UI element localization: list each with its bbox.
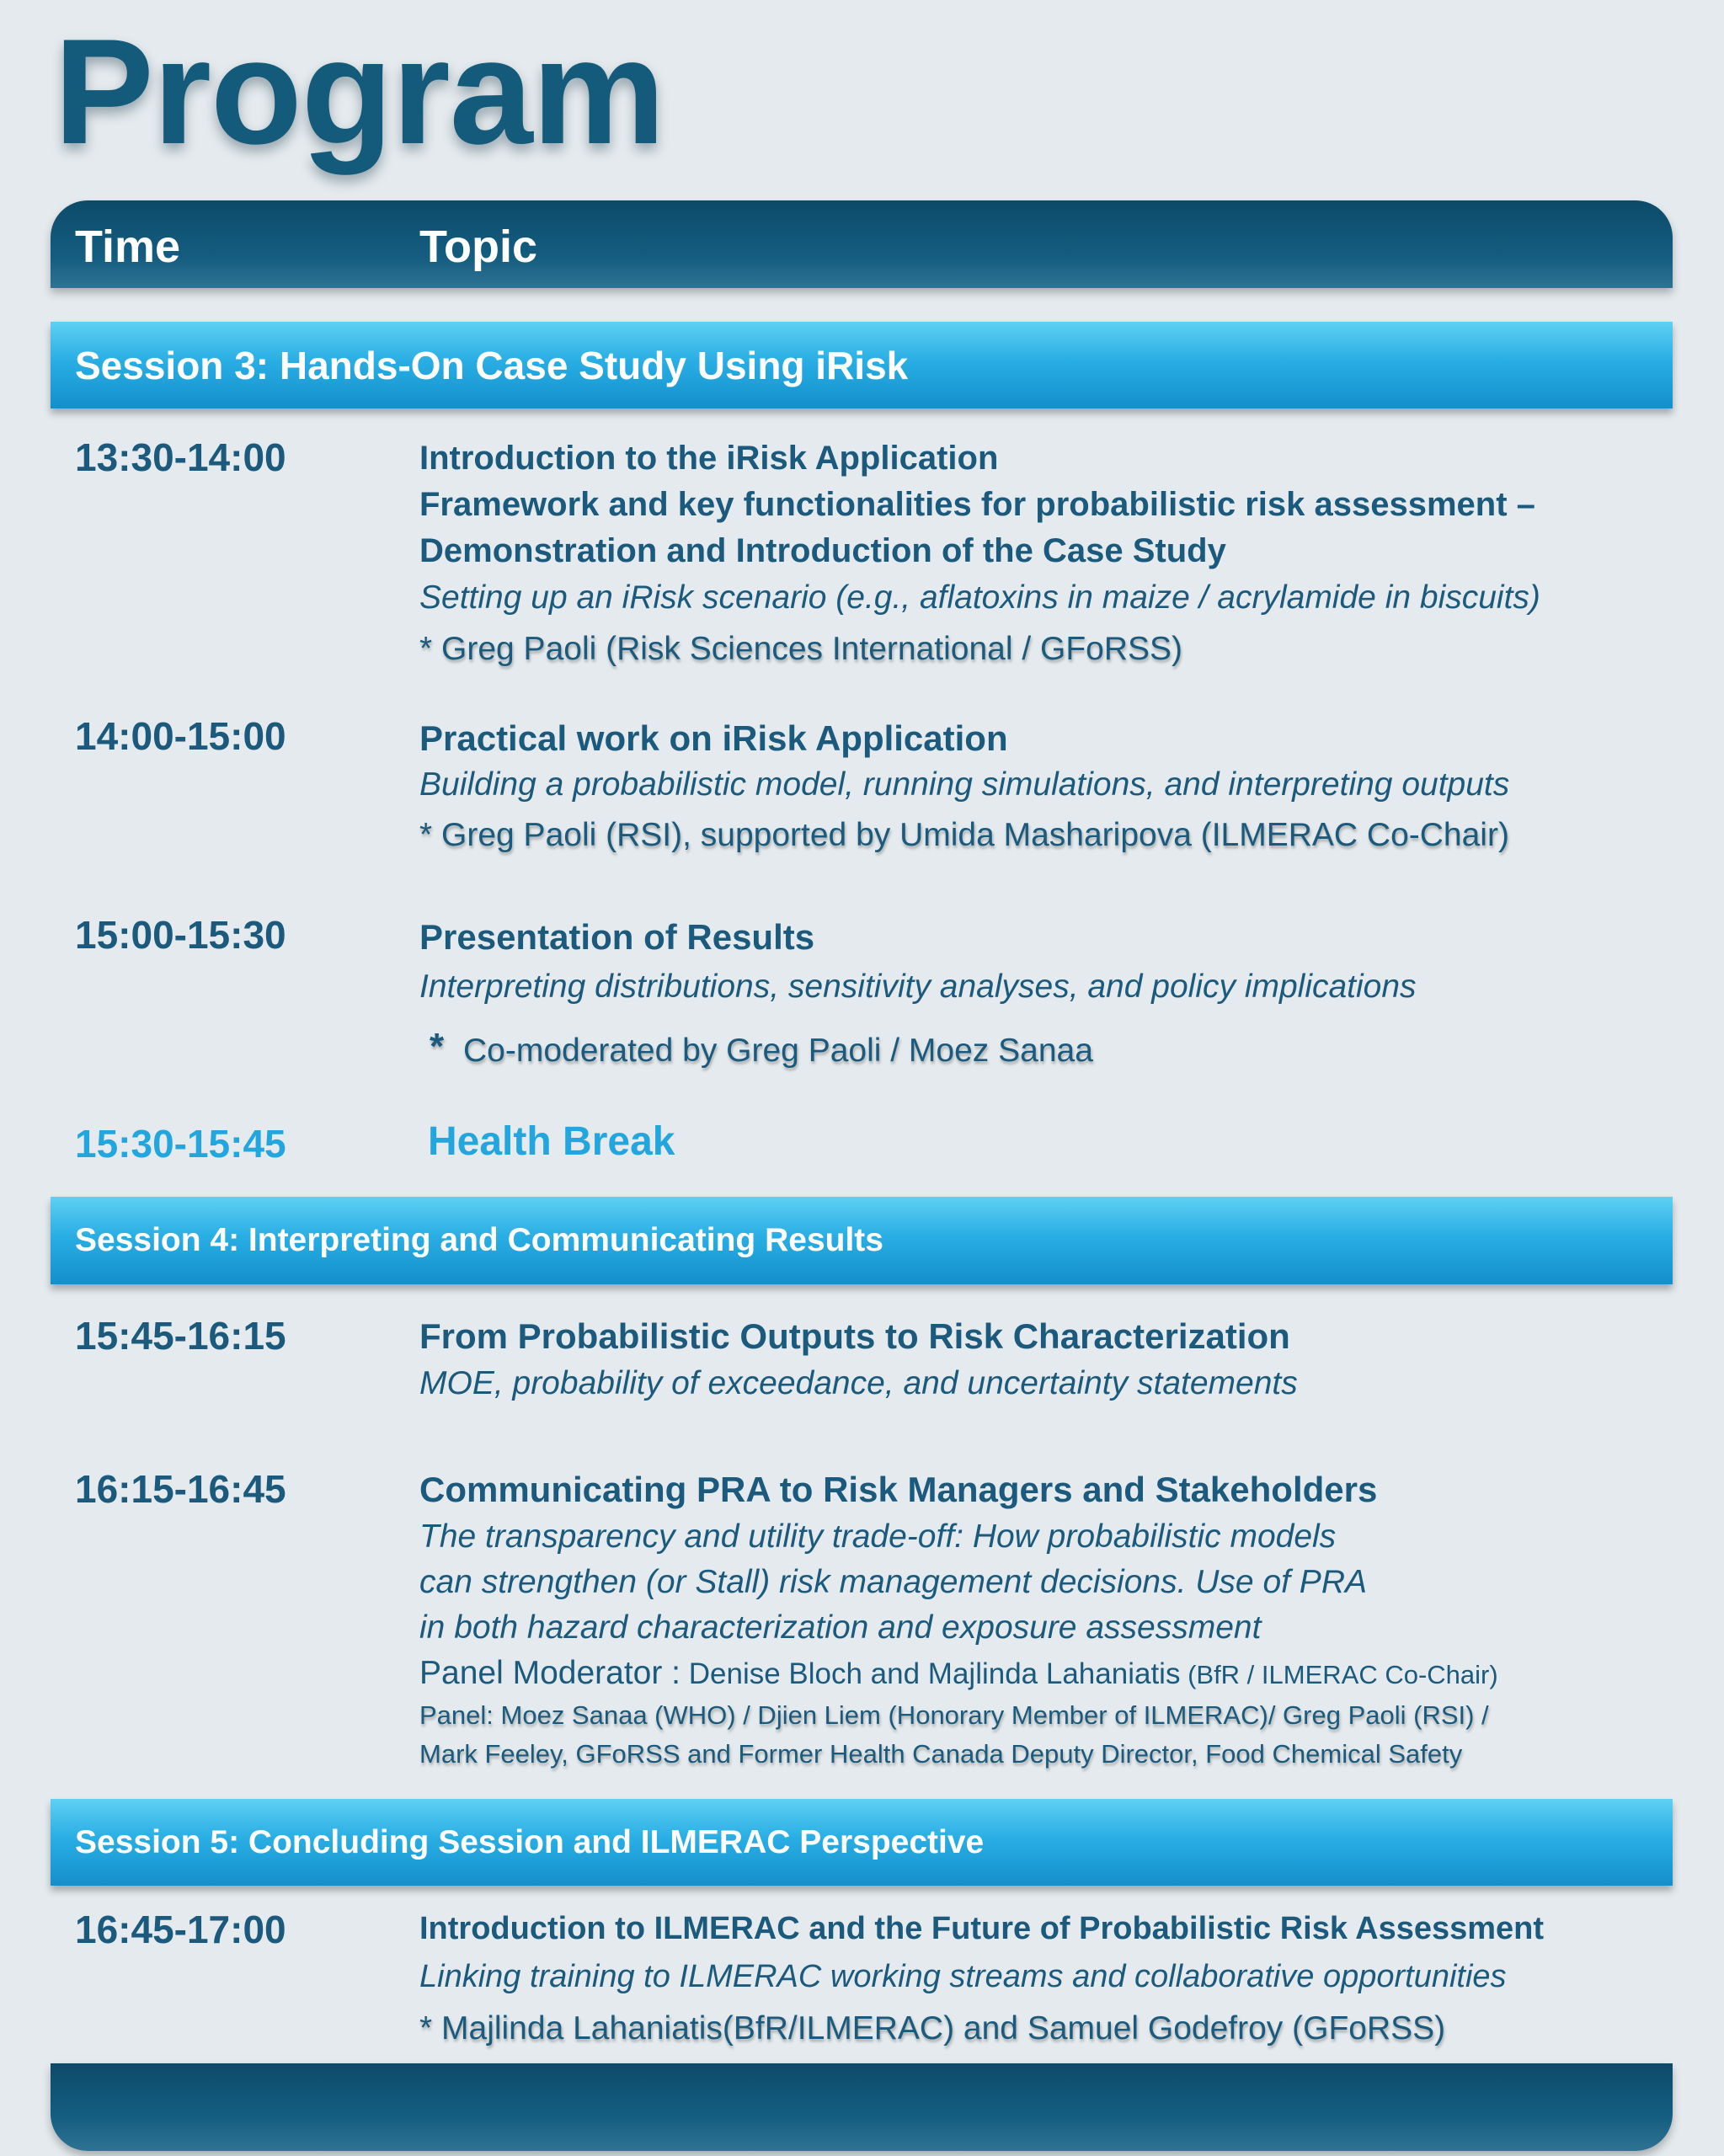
- session-3-item-3-time: 15:00-15:30: [75, 913, 286, 957]
- session-5-header: [51, 1799, 1673, 1886]
- panel-moderator-line: [419, 1655, 1498, 1692]
- session-3-title: Session 3: Hands-On Case Study Using iRisk: [75, 343, 909, 387]
- session-4-item-2-description-line: can strengthen (or Stall) risk management decisions. Use of PRA: [419, 1564, 1368, 1600]
- session-5-item-1-title: Introduction to ILMERAC and the Future of Probabilistic Risk Assessment: [419, 1911, 1545, 1946]
- session-4-item-2-title: Communicating PRA to Risk Managers and Stakeholders: [419, 1470, 1378, 1509]
- panel-moderator-affiliation: (BfR / ILMERAC Co-Chair): [1180, 1660, 1498, 1689]
- session-5-item-1-description: Linking training to ILMERAC working streams and collaborative opportunities: [419, 1959, 1507, 1994]
- session-5-item-1-speaker: * Majlinda Lahaniatis(BfR/ILMERAC) and Samuel Godefroy (GFoRSS): [419, 2010, 1446, 2047]
- panel-moderator-label: Panel Moderator :: [419, 1655, 681, 1691]
- session-3-item-2-speaker: * Greg Paoli (RSI), supported by Umida Masharipova (ILMERAC Co-Chair): [419, 817, 1509, 853]
- health-break-time: 15:30-15:45: [75, 1122, 286, 1166]
- session-4-item-1-time: 15:45-16:15: [75, 1314, 286, 1358]
- table-header-bar: [51, 200, 1673, 288]
- session-3-item-3-title: Presentation of Results: [419, 917, 815, 957]
- session-3-item-1-subtitle-2: Demonstration and Introduction of the Case Study: [419, 532, 1226, 569]
- session-3-item-1-speaker: * Greg Paoli (Risk Sciences International / GFoRSS): [419, 631, 1183, 667]
- page-title: Program: [54, 8, 665, 175]
- session-3-item-1-description: Setting up an iRisk scenario (e.g., aflatoxins in maize / acrylamide in biscuits): [419, 579, 1540, 616]
- session-4-title: Session 4: Interpreting and Communicating Results: [75, 1222, 883, 1258]
- table-footer-bar: [51, 2063, 1673, 2151]
- time-column-header: Time: [75, 221, 181, 272]
- session-4-header: [51, 1197, 1673, 1284]
- session-3-item-1-title: Introduction to the iRisk Application: [419, 440, 999, 477]
- session-4-item-2-description-line: The transparency and utility trade-off: How probabilistic models: [419, 1518, 1337, 1555]
- health-break-label: Health Break: [428, 1119, 675, 1164]
- session-4-item-2-time: 16:15-16:45: [75, 1467, 286, 1511]
- session-5-item-1-time: 16:45-17:00: [75, 1908, 286, 1951]
- session-3-item-2-time: 14:00-15:00: [75, 714, 286, 758]
- topic-column-header: Topic: [419, 221, 537, 272]
- session-4-item-1-title: From Probabilistic Outputs to Risk Characterization: [419, 1316, 1290, 1356]
- speaker-bullet: *: [430, 1026, 445, 1067]
- panel-members-line: Mark Feeley, GFoRSS and Former Health Canada Deputy Director, Food Chemical Safety: [419, 1739, 1463, 1769]
- panel-moderator-names: Denise Bloch and Majlinda Lahaniatis: [681, 1657, 1181, 1690]
- session-4-item-2-description-line: in both hazard characterization and exposure assessment: [419, 1609, 1262, 1646]
- session-3-item-3-speaker: Co-moderated by Greg Paoli / Moez Sanaa: [463, 1033, 1093, 1069]
- session-3-item-3-description: Interpreting distributions, sensitivity analyses, and policy implications: [419, 969, 1417, 1005]
- session-3-item-2-description: Building a probabilistic model, running simulations, and interpreting outputs: [419, 766, 1510, 803]
- session-3-header: [51, 322, 1673, 408]
- session-3-item-2-title: Practical work on iRisk Application: [419, 718, 1008, 758]
- session-3-item-1-subtitle: Framework and key functionalities for probabilistic risk assessment –: [419, 486, 1535, 523]
- session-5-title: Session 5: Concluding Session and ILMERAC Perspective: [75, 1823, 985, 1860]
- session-3-item-1-time: 13:30-14:00: [75, 435, 286, 479]
- panel-members-line: Panel: Moez Sanaa (WHO) / Djien Liem (Honorary Member of ILMERAC)/ Greg Paoli (RSI) /: [419, 1700, 1489, 1730]
- session-4-item-1-description: MOE, probability of exceedance, and uncertainty statements: [419, 1365, 1298, 1401]
